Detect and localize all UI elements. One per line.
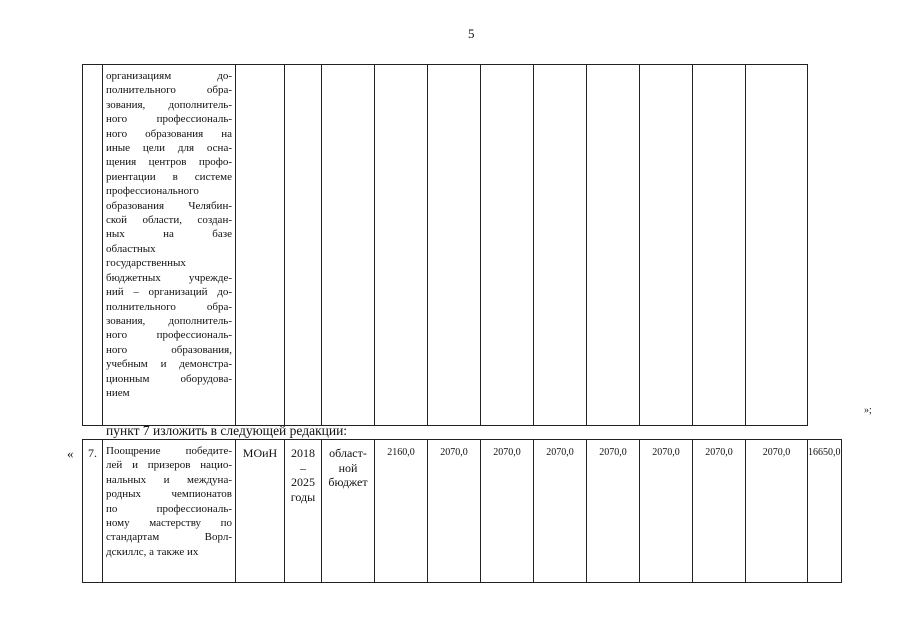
description-line: нальных и междуна- [106, 473, 232, 486]
instruction-text: пункт 7 изложить в следующей редакции: [106, 423, 348, 438]
table-row-7 [82, 439, 842, 583]
period-cell [285, 440, 322, 583]
description-line: ного образования на [106, 127, 232, 140]
value-cell [481, 65, 534, 426]
value-2025: 2070,0 [746, 440, 808, 583]
period-cell [285, 65, 322, 426]
description-line: по профессиональ- [106, 502, 232, 515]
description-line: щения центров профо- [106, 156, 232, 169]
description-line: риентации в системе [106, 170, 232, 183]
value-total: 16650,0 [808, 440, 842, 583]
source-cell [322, 440, 375, 583]
value-cell [375, 65, 428, 426]
description-line: ного образования, [106, 343, 232, 356]
table-row [83, 65, 808, 426]
description-line: образования Челябин- [106, 199, 232, 212]
value-2024: 2070,0 [693, 440, 746, 583]
period-line: 2025 [291, 475, 315, 489]
description-line: ного профессиональ- [106, 113, 232, 126]
description-line: Поощрение победите- [106, 445, 232, 457]
description-cell [103, 65, 236, 426]
opening-quote: « [67, 446, 74, 461]
description-cell [103, 440, 236, 583]
number-cell [83, 65, 103, 426]
period-line: – [300, 460, 306, 475]
description-line: организациям до- [106, 70, 232, 82]
closing-quote: »; [864, 405, 872, 416]
table-row [83, 440, 842, 583]
source-line: ной [338, 460, 358, 475]
page-number: 5 [468, 26, 475, 41]
description-line: ных на базе [106, 228, 232, 241]
description-line: нием [106, 386, 130, 399]
description-line: дскиллс, а также их [106, 545, 199, 558]
description-line: областных [106, 242, 156, 255]
value-cell [640, 65, 693, 426]
description-line: учебным и демонстра- [106, 358, 232, 371]
value-cell [693, 65, 746, 426]
row-number: 7. [83, 440, 103, 583]
source-cell [322, 65, 375, 426]
description-line: родных чемпионатов [106, 488, 232, 501]
description-line: профессионального [106, 185, 199, 198]
description-line: зования, дополнитель- [106, 314, 232, 327]
value-2022: 2070,0 [587, 440, 640, 583]
value-2019: 2070,0 [428, 440, 481, 583]
executor-cell [236, 65, 285, 426]
value-2018: 2160,0 [375, 440, 428, 583]
period-line: 2018 [291, 446, 315, 460]
value-cell [534, 65, 587, 426]
description-line: стандартам Ворл- [106, 531, 232, 544]
value-2021: 2070,0 [534, 440, 587, 583]
table-continuation [82, 64, 808, 426]
value-2020: 2070,0 [481, 440, 534, 583]
value-cell [587, 65, 640, 426]
source-line: област- [329, 446, 367, 460]
description-line: ний – организаций до- [106, 286, 232, 299]
source-line: бюджет [328, 475, 368, 489]
description-line: государственных [106, 257, 186, 270]
description-line: ному мастерству по [106, 517, 232, 530]
description-line: ской области, создан- [106, 214, 232, 227]
executor-cell: МОиН [236, 440, 285, 583]
period-line: годы [290, 489, 316, 504]
description-line: ционным оборудова- [106, 372, 232, 385]
description-line: полнительного обра- [106, 84, 232, 97]
value-2023: 2070,0 [640, 440, 693, 583]
description-line: полнительного обра- [106, 300, 232, 313]
description-line: лей и призеров нацио- [106, 459, 232, 472]
description-line: иные цели для осна- [106, 142, 232, 155]
description-line: ного профессиональ- [106, 329, 232, 342]
value-cell [428, 65, 481, 426]
total-cell [746, 65, 808, 426]
description-line: бюджетных учрежде- [106, 271, 232, 284]
description-line: зования, дополнитель- [106, 98, 232, 111]
